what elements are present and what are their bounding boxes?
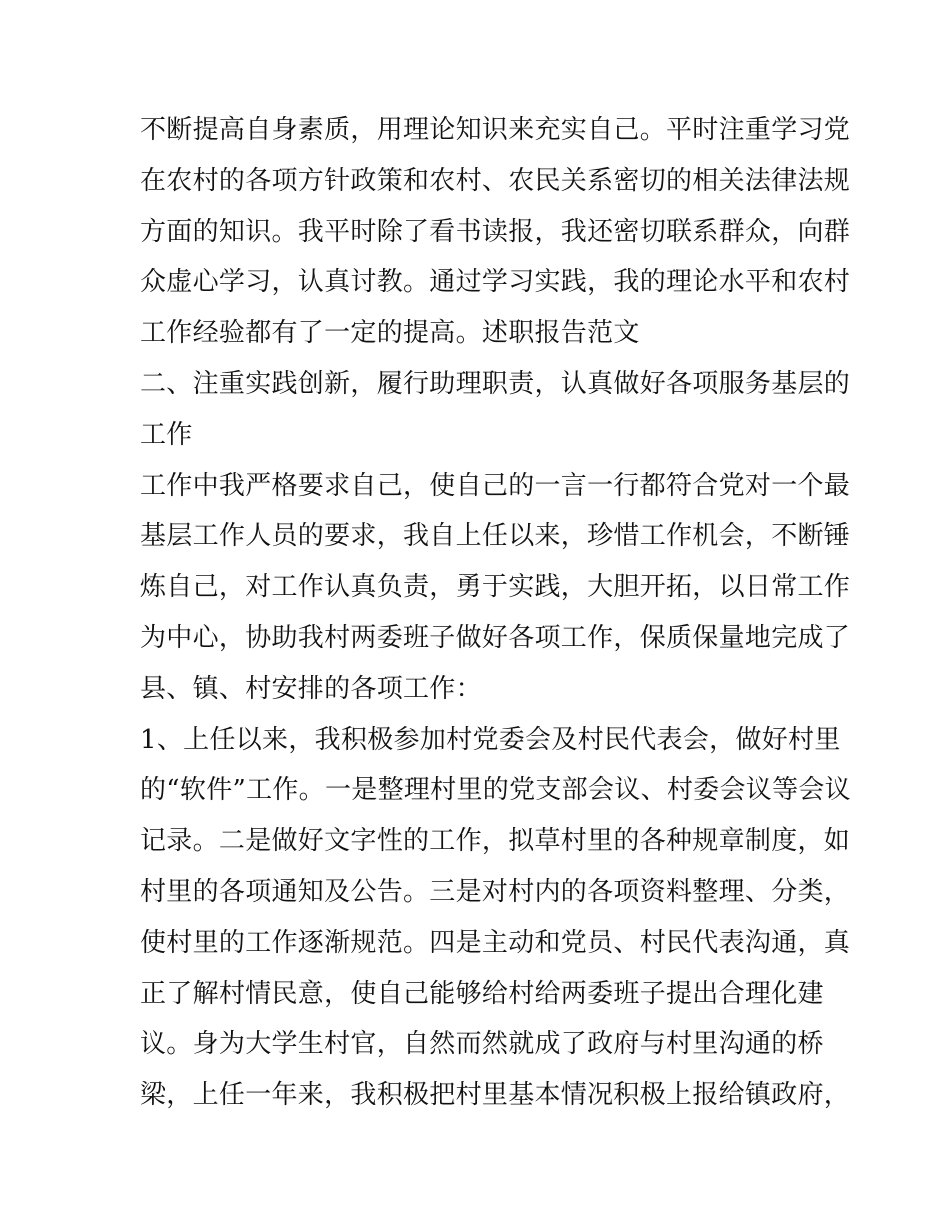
text-line: 议。身为大学生村官，自然而然就成了政府与村里沟通的桥 [140, 1029, 824, 1060]
text-line: 工作中我严格要求自己，使自己的一言一行都符合党对一个最 [140, 470, 851, 501]
text-line: 工作经验都有了一定的提高。述职报告范文 [140, 318, 640, 349]
list-item-1: 1、上任以来，我积极参加村党委会及村民代表会，做好村里 [140, 724, 841, 755]
text-line: 的“软件”工作。一是整理村里的党支部会议、村委会议等会议 [140, 775, 851, 806]
text-line: 方面的知识。我平时除了看书读报，我还密切联系群众，向群 [140, 216, 851, 247]
text-line: 村里的各项通知及公告。三是对村内的各项资料整理、分类， [140, 876, 851, 907]
text-line: 县、镇、村安排的各项工作： [140, 673, 482, 704]
text-line: 使村里的工作逐渐规范。四是主动和党员、村民代表沟通，真 [140, 927, 851, 958]
section-heading: 二、注重实践创新，履行助理职责，认真做好各项服务基层的 [140, 368, 851, 399]
text-line: 为中心，协助我村两委班子做好各项工作，保质保量地完成了 [140, 622, 851, 653]
text-line: 梁，上任一年来，我积极把村里基本情况积极上报给镇政府， [140, 1080, 851, 1111]
text-line: 在农村的各项方针政策和农村、农民关系密切的相关法律法规 [140, 165, 851, 196]
text-line: 记录。二是做好文字性的工作，拟草村里的各种规章制度，如 [140, 826, 851, 857]
body-text [140, 105, 851, 1121]
text-line: 基层工作人员的要求，我自上任以来，珍惜工作机会，不断锤 [140, 521, 851, 552]
text-line: 不断提高自身素质，用理论知识来充实自己。平时注重学习党 [140, 115, 851, 145]
text-line: 正了解村情民意，使自己能够给村给两委班子提出合理化建 [140, 978, 824, 1009]
section-heading-cont: 工作 [140, 419, 193, 450]
text-line: 众虚心学习，认真讨教。通过学习实践，我的理论水平和农村 [140, 267, 851, 298]
text-line: 炼自己，对工作认真负责，勇于实践，大胆开拓，以日常工作 [140, 572, 851, 603]
